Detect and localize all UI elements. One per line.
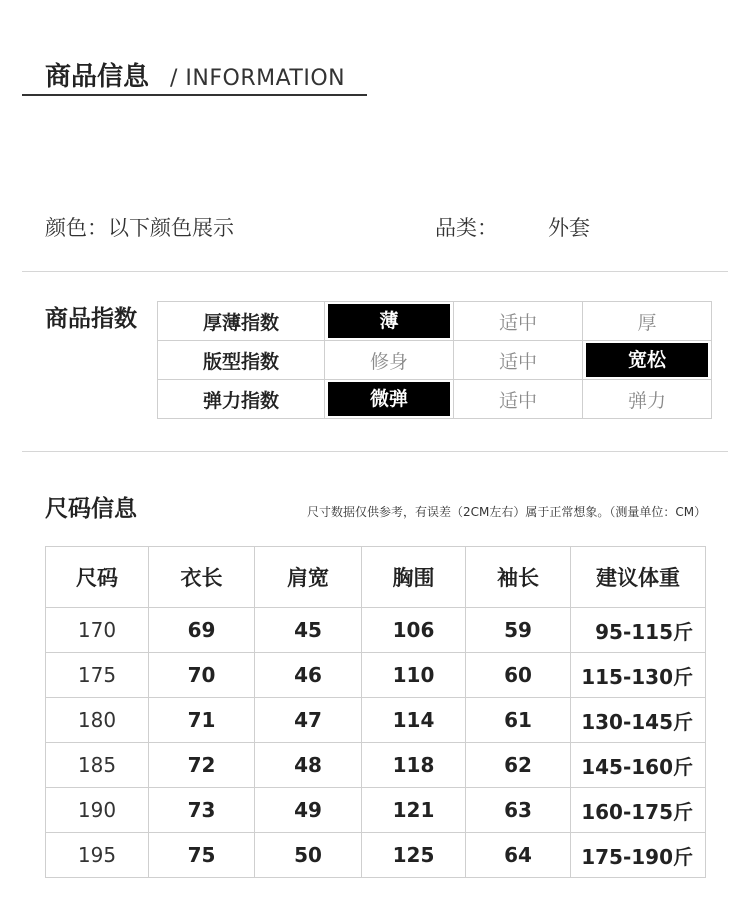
index-row-label: 版型指数 bbox=[158, 341, 325, 380]
index-row-label: 厚薄指数 bbox=[158, 302, 325, 341]
cell-chest: 106 bbox=[362, 608, 466, 653]
cell-size: 175 bbox=[46, 653, 149, 698]
size-note: 尺寸数据仅供参考，有误差（2CM左右）属于正常想象。（测量单位：CM） bbox=[307, 505, 707, 519]
category-value: 外套 bbox=[548, 216, 590, 240]
col-header-chest: 胸围 bbox=[362, 547, 466, 608]
cell-size: 190 bbox=[46, 788, 149, 833]
cell-shoulder: 46 bbox=[255, 653, 362, 698]
cell-sleeve: 59 bbox=[466, 608, 571, 653]
cell-chest: 110 bbox=[362, 653, 466, 698]
divider bbox=[22, 271, 728, 272]
size-table-header bbox=[46, 547, 706, 608]
index-option: 适中 bbox=[454, 341, 583, 380]
cell-shoulder: 49 bbox=[255, 788, 362, 833]
title-underline bbox=[22, 94, 367, 96]
index-row-fit bbox=[158, 341, 712, 380]
cell-shoulder: 48 bbox=[255, 743, 362, 788]
cell-weight: 160-175斤 bbox=[571, 788, 706, 833]
cell-size: 180 bbox=[46, 698, 149, 743]
table-row bbox=[46, 833, 706, 878]
index-section-title: 商品指数 bbox=[45, 306, 137, 332]
divider bbox=[22, 451, 728, 452]
index-row-elasticity bbox=[158, 380, 712, 419]
cell-size: 195 bbox=[46, 833, 149, 878]
cell-length: 69 bbox=[149, 608, 255, 653]
index-option: 适中 bbox=[454, 302, 583, 341]
color-label: 颜色：以下颜色展示 bbox=[45, 216, 234, 240]
cell-weight: 115-130斤 bbox=[571, 653, 706, 698]
cell-length: 71 bbox=[149, 698, 255, 743]
col-header-size: 尺码 bbox=[46, 547, 149, 608]
index-option-selected: 微弹 bbox=[325, 380, 454, 419]
col-header-weight: 建议体重 bbox=[571, 547, 706, 608]
product-index-table bbox=[157, 301, 712, 419]
cell-weight: 95-115斤 bbox=[571, 608, 706, 653]
cell-shoulder: 45 bbox=[255, 608, 362, 653]
cell-chest: 118 bbox=[362, 743, 466, 788]
index-option-selected: 宽松 bbox=[583, 341, 712, 380]
cell-shoulder: 47 bbox=[255, 698, 362, 743]
cell-length: 70 bbox=[149, 653, 255, 698]
table-row bbox=[46, 608, 706, 653]
section-title-product-info: 商品信息 bbox=[45, 62, 150, 92]
table-row bbox=[46, 743, 706, 788]
cell-shoulder: 50 bbox=[255, 833, 362, 878]
size-table bbox=[45, 546, 706, 878]
cell-length: 72 bbox=[149, 743, 255, 788]
cell-sleeve: 60 bbox=[466, 653, 571, 698]
cell-sleeve: 63 bbox=[466, 788, 571, 833]
table-row bbox=[46, 698, 706, 743]
cell-sleeve: 64 bbox=[466, 833, 571, 878]
cell-weight: 130-145斤 bbox=[571, 698, 706, 743]
cell-weight: 145-160斤 bbox=[571, 743, 706, 788]
cell-chest: 121 bbox=[362, 788, 466, 833]
index-row-label: 弹力指数 bbox=[158, 380, 325, 419]
cell-sleeve: 61 bbox=[466, 698, 571, 743]
index-option: 弹力 bbox=[583, 380, 712, 419]
col-header-shoulder: 肩宽 bbox=[255, 547, 362, 608]
index-option: 厚 bbox=[583, 302, 712, 341]
cell-sleeve: 62 bbox=[466, 743, 571, 788]
cell-length: 73 bbox=[149, 788, 255, 833]
section-subtitle-information: / INFORMATION bbox=[170, 66, 346, 91]
cell-length: 75 bbox=[149, 833, 255, 878]
col-header-length: 衣长 bbox=[149, 547, 255, 608]
table-row bbox=[46, 653, 706, 698]
table-row bbox=[46, 788, 706, 833]
size-section-title: 尺码信息 bbox=[45, 496, 137, 522]
category-label: 品类： bbox=[435, 216, 498, 240]
cell-size: 170 bbox=[46, 608, 149, 653]
index-option: 修身 bbox=[325, 341, 454, 380]
cell-size: 185 bbox=[46, 743, 149, 788]
cell-weight: 175-190斤 bbox=[571, 833, 706, 878]
col-header-sleeve: 袖长 bbox=[466, 547, 571, 608]
cell-chest: 114 bbox=[362, 698, 466, 743]
index-option: 适中 bbox=[454, 380, 583, 419]
cell-chest: 125 bbox=[362, 833, 466, 878]
index-option-selected: 薄 bbox=[325, 302, 454, 341]
index-row-thickness bbox=[158, 302, 712, 341]
